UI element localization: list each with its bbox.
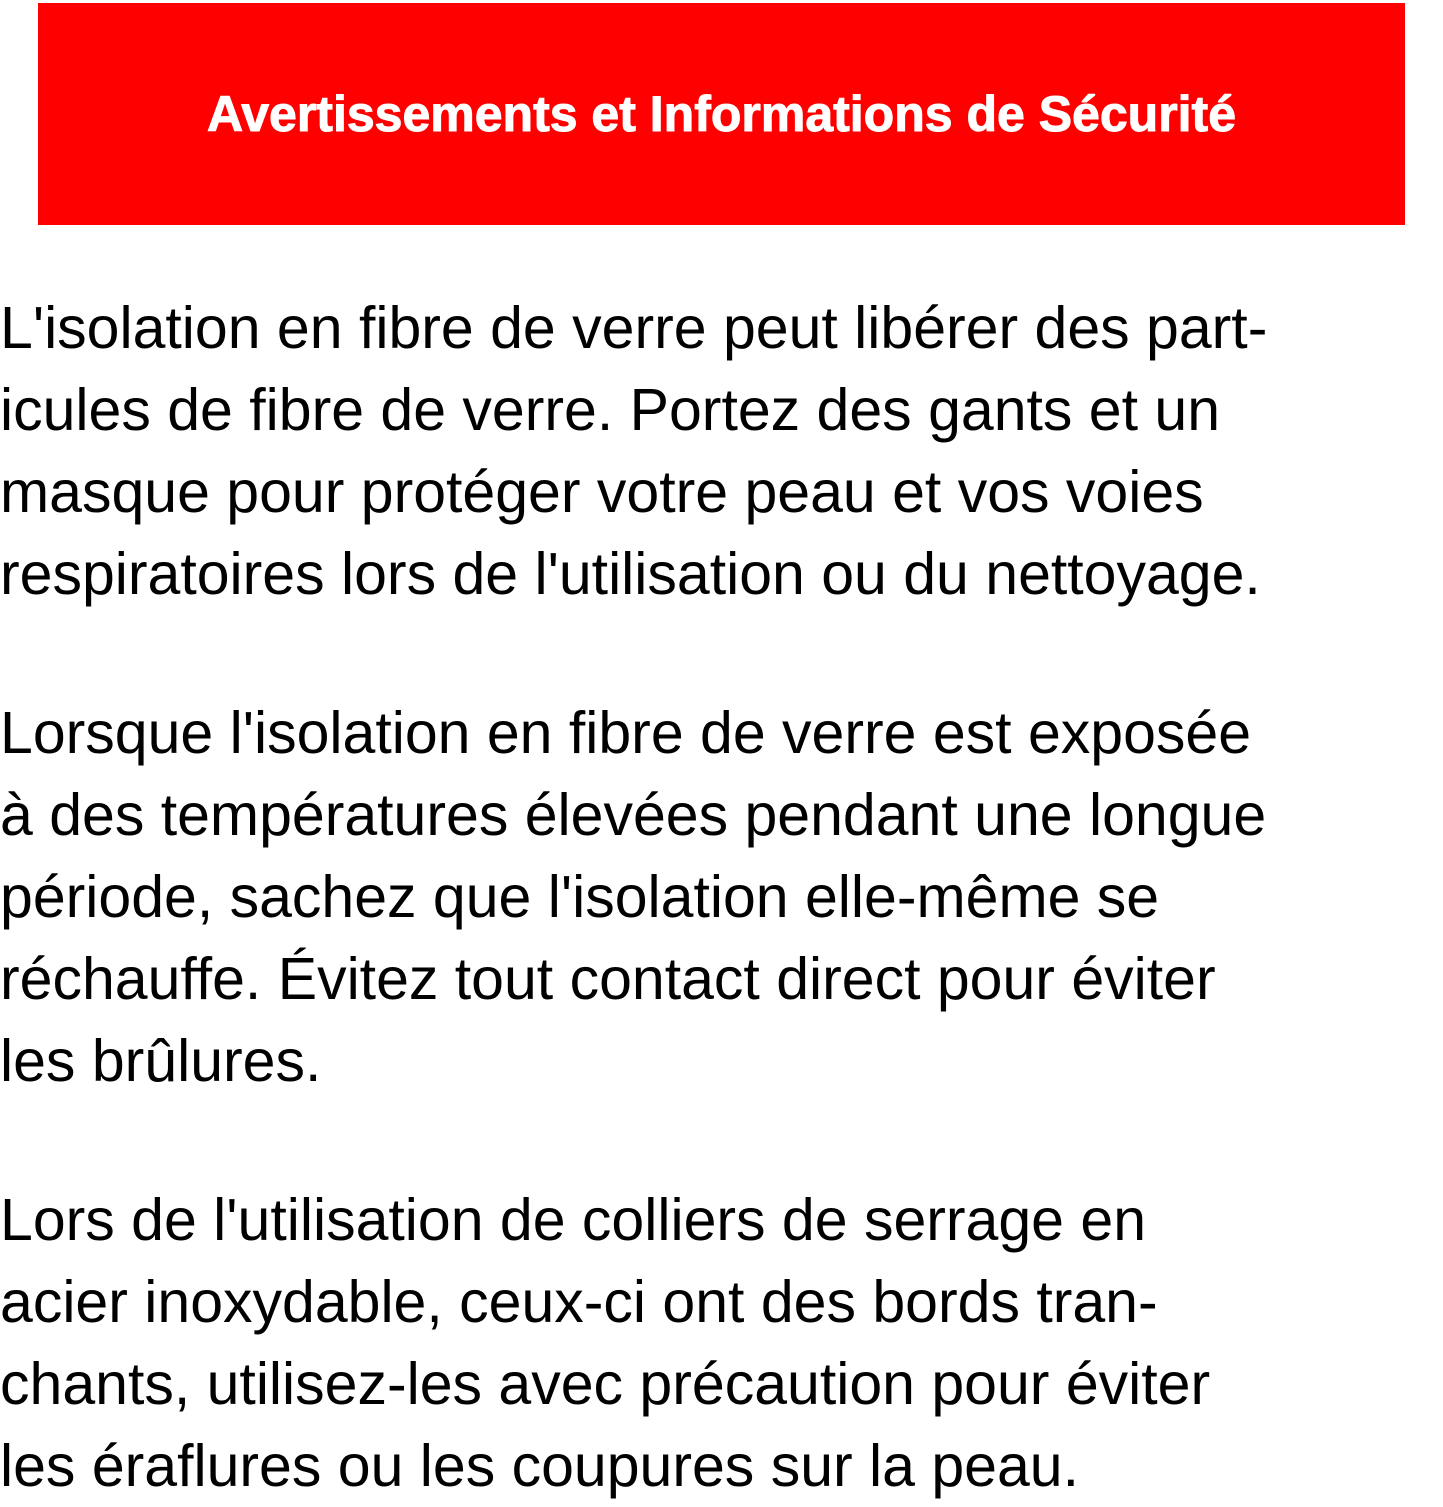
paragraph-fiberglass-particles [0,287,1443,615]
paragraph-line: à des températures élevées pendant une longue [0,782,1267,848]
paragraph-stainless-clamps [0,1179,1443,1507]
paragraph-line: Lors de l'utilisation de colliers de serrage en [0,1187,1147,1253]
paragraph-line: L'isolation en fibre de verre peut libérer des part- [0,295,1268,361]
paragraph-line: masque pour protéger votre peau et vos voies [0,459,1204,525]
paragraph-high-temperature [0,692,1443,1102]
paragraph-line: chants, utilisez-les avec précaution pour éviter [0,1351,1211,1417]
paragraph-line: les éraflures ou les coupures sur la peau. [0,1433,1079,1499]
paragraph-line: respiratoires lors de l'utilisation ou du nettoyage. [0,541,1261,607]
paragraph-line: réchauffe. Évitez tout contact direct pour éviter [0,946,1216,1012]
paragraph-line: acier inoxydable, ceux-ci ont des bords tran- [0,1269,1158,1335]
paragraph-line: icules de fibre de verre. Portez des gants et un [0,377,1221,443]
paragraph-line: Lorsque l'isolation en fibre de verre est exposée [0,700,1252,766]
paragraph-line: période, sachez que l'isolation elle-même se [0,864,1160,930]
banner-title: Avertissements et Informations de Sécurité [206,86,1237,142]
paragraph-line: les brûlures. [0,1028,322,1094]
warning-banner [38,3,1405,225]
